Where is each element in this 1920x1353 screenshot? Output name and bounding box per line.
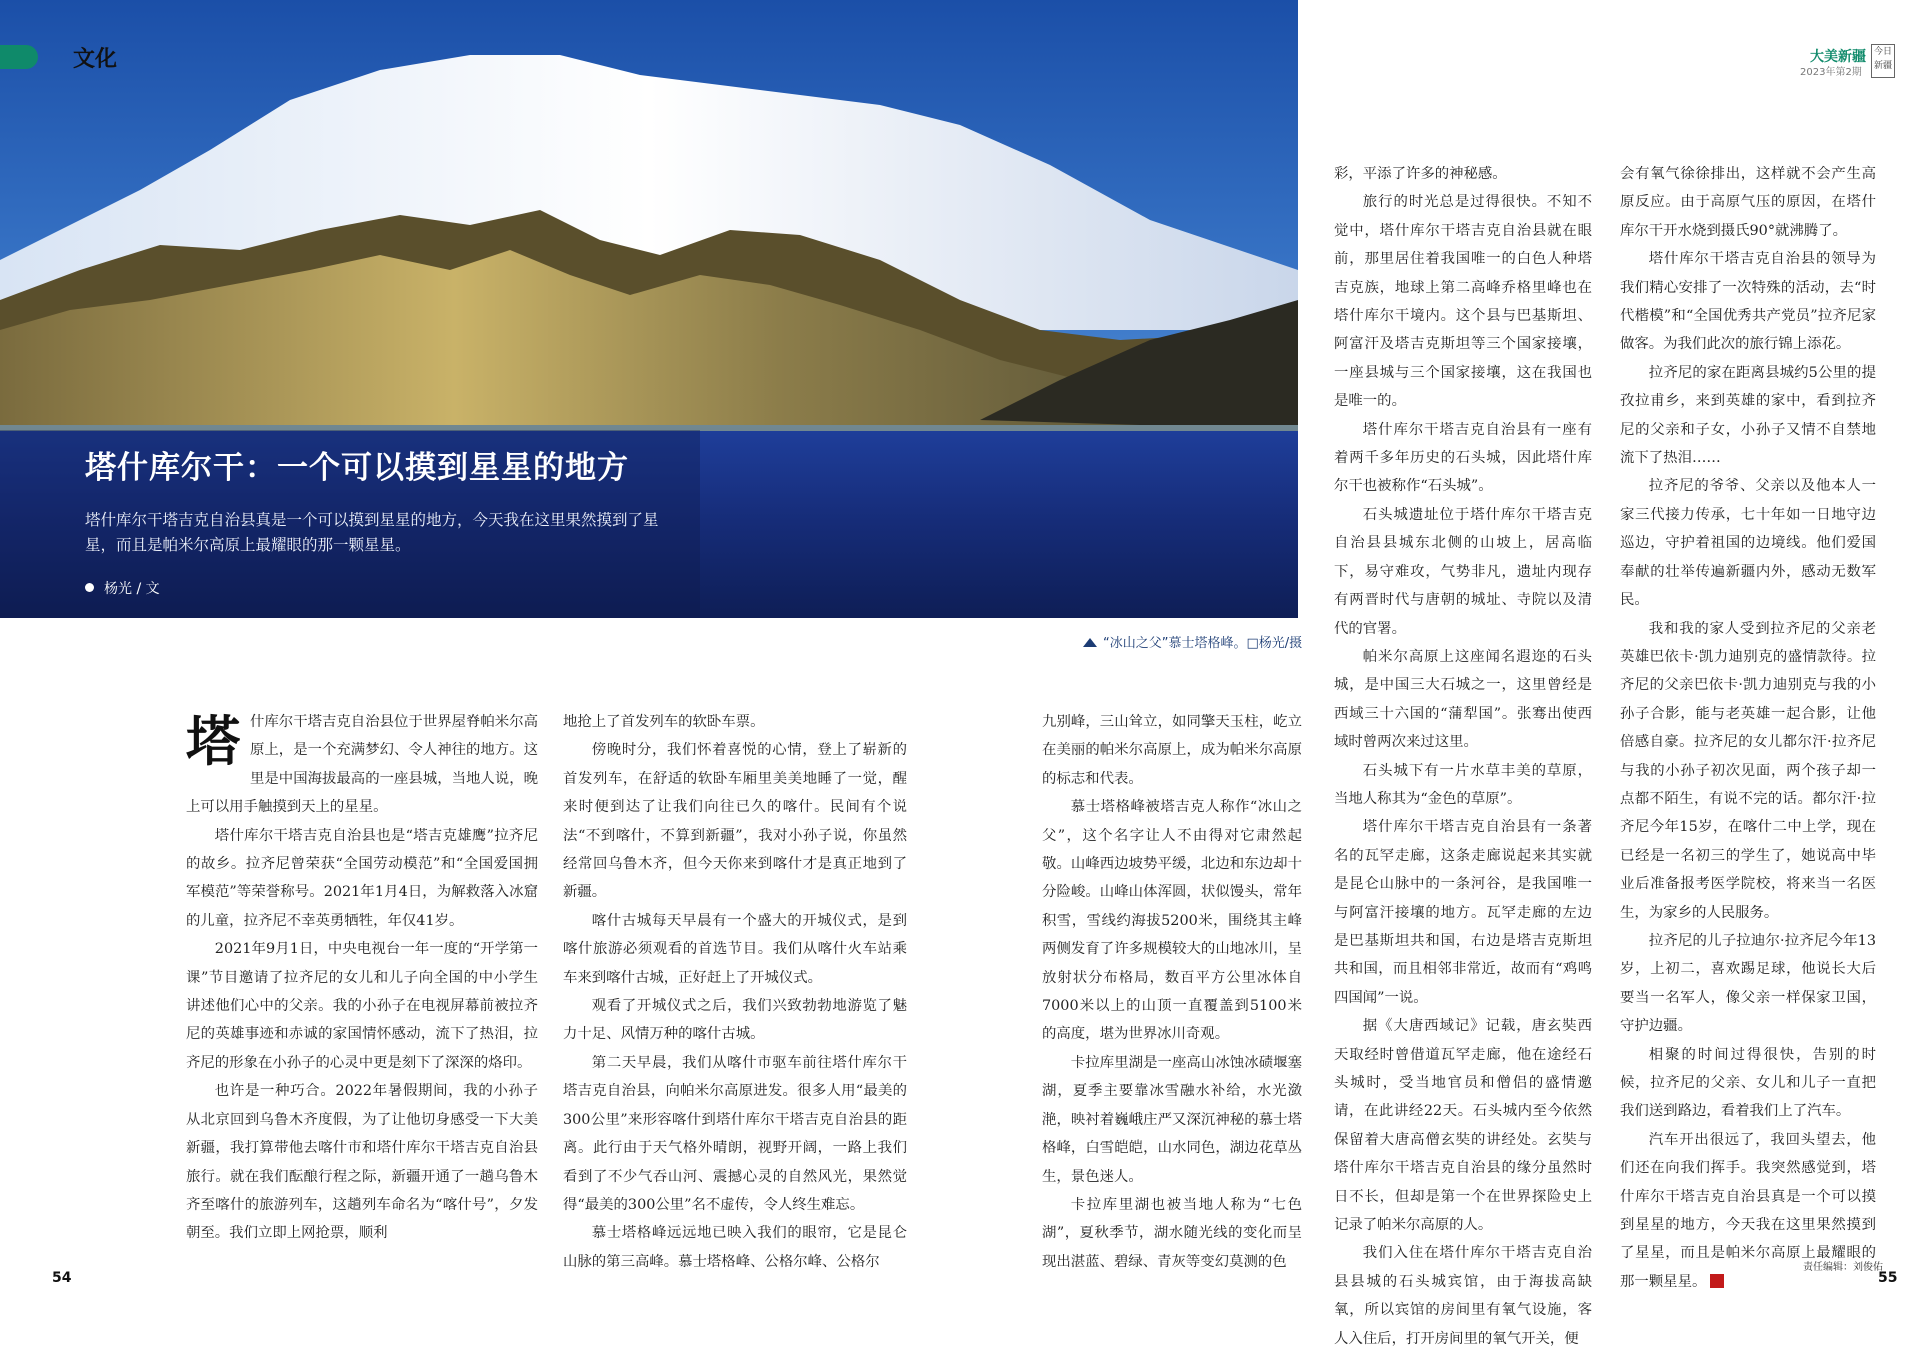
- paragraph: 慕士塔格峰被塔吉克人称作“冰山之父”，这个名字让人不由得对它肃然起敬。山峰西边坡势平缓，北边和东边却十分险峻。山峰山体浑圆，状似馒头，常年积雪，雪线约海拔5200米，围绕其主峰两侧发育了许多规模较大的山地冰川，呈放射状分布格局，数百平方公里冰体自7000米以上的山顶一直覆盖到5100米的高度，堪为世界冰川奇观。: [1042, 799, 1302, 1043]
- paragraph: 旅行的时光总是过得很快。不知不觉中，塔什库尔干塔吉克自治县就在眼前，那里居住着我国唯一的白色人种塔吉克族，地球上第二高峰乔格里峰也在塔什库尔干境内。这个县与巴基斯坦、阿富汗及塔吉克斯坦等三个国家接壤，一座县城与三个国家接壤，这在我国也是唯一的。: [1334, 194, 1592, 410]
- paragraph: 石头城下有一片水草丰美的草原，当地人称其为“金色的草原”。: [1334, 762, 1592, 807]
- paragraph: 拉齐尼的家在距离县城约5公里的提孜拉甫乡，来到英雄的家中，看到拉齐尼的父亲和子女，小孙子又情不自禁地流下了热泪……: [1620, 364, 1876, 467]
- issue-number: 2023年第2期: [1800, 67, 1862, 78]
- paragraph: 地抢上了首发列车的软卧车票。: [563, 714, 765, 730]
- paragraph: 石头城遗址位于塔什库尔干塔吉克自治县县城东北侧的山坡上，居高临下，易守难攻，气势非凡，遗址内现存有两晋时代与唐朝的城址、寺院以及清代的官署。: [1334, 506, 1592, 637]
- paragraph: 彩，平添了许多的神秘感。: [1334, 166, 1507, 182]
- paragraph: 卡拉库里湖是一座高山冰蚀冰碛堰塞湖，夏季主要靠冰雪融水补给，水光潋滟，映衬着巍峨庄严又深沉神秘的慕士塔格峰，白雪皑皑，山水同色，湖边花草丛生，景色迷人。: [1042, 1054, 1302, 1185]
- caption-text: “冰山之父”慕士塔格峰。□杨光/摄: [1103, 636, 1303, 651]
- paragraph: 傍晚时分，我们怀着喜悦的心情，登上了崭新的首发列车，在舒适的软卧车厢里美美地睡了一觉，醒来时便到达了让我们向往已久的喀什。民间有个说法“不到喀什，不算到新疆”，我对小孙子说，你虽然经常回乌鲁木齐，但今天你来到喀什才是真正地到了新疆。: [563, 742, 907, 901]
- paragraph: 卡拉库里湖也被当地人称为“七色湖”，夏秋季节，湖水随光线的变化而呈现出湛蓝、碧绿、青灰等变幻莫测的色: [1042, 1196, 1302, 1270]
- bullet-icon: [85, 583, 94, 592]
- paragraph: 塔什库尔干塔吉克自治县的领导为我们精心安排了一次特殊的活动，去“时代楷模”和“全国优秀共产党员”拉齐尼家做客。为我们此次的旅行锦上添花。: [1620, 251, 1876, 353]
- article-title: 塔什库尔干：一个可以摸到星星的地方: [85, 450, 629, 486]
- article-lede: 塔什库尔干塔吉克自治县真是一个可以摸到星星的地方，今天我在这里果然摸到了星星，而且是帕米尔高原上最耀眼的那一颗星星。: [85, 511, 659, 554]
- paragraph: 帕米尔高原上这座闻名遐迩的石头城，是中国三大石城之一，这里曾经是西域三十六国的“蒲犁国”。张骞出使西域时曾两次来过这里。: [1334, 648, 1592, 751]
- text-column-4: [1334, 160, 1592, 1353]
- paragraph: 拉齐尼的爷爷、父亲以及他本人一家三代接力传承，七十年如一日地守边巡边，守护着祖国的边境线。他们爱国奉献的壮举传遍新疆内外，感动无数军民。: [1620, 478, 1876, 609]
- photo-caption: [1083, 632, 1302, 651]
- hero-photo: [0, 0, 1298, 618]
- paragraph: 会有氧气徐徐排出，这样就不会产生高原反应。由于高原气压的原因，在塔什库尔干开水烧到摄氏90°就沸腾了。: [1620, 166, 1876, 239]
- end-mark-icon: [1710, 1274, 1724, 1288]
- paragraph: 汽车开出很远了，我回头望去，他们还在向我们挥手。我突然感觉到，塔什库尔干塔吉克自治县真是一个可以摸到星星的地方，今天我在这里果然摸到了星星，而且是帕米尔高原上最耀眼的那一颗星星。: [1620, 1131, 1876, 1290]
- page-number-right: 55: [1878, 1270, 1898, 1286]
- page-number-left: 54: [52, 1270, 72, 1286]
- paragraph: 塔什库尔干塔吉克自治县也是“塔吉克雄鹰”拉齐尼的故乡。拉齐尼曾荣获“全国劳动模范”和“全国爱国拥军模范”等荣誉称号。2021年1月4日，为解救落入冰窟的儿童，拉齐尼不幸英勇牺牲，年仅41岁。: [186, 827, 538, 929]
- text-column-3: [1042, 708, 1302, 1276]
- paragraph: 相聚的时间过得很快，告别的时候，拉齐尼的父亲、女儿和儿子一直把我们送到路边，看着我们上了汽车。: [1620, 1046, 1876, 1120]
- text-column-5: [1620, 160, 1876, 1296]
- dropcap: 塔: [186, 710, 240, 773]
- paragraph: 塔什库尔干塔吉克自治县位于世界屋脊帕米尔高原上，是一个充满梦幻、令人神往的地方。这里是中国海拔最高的一座县城，当地人说，晚上可以用手触摸到天上的星星。: [186, 710, 538, 816]
- paragraph: 慕士塔格峰远远地已映入我们的眼帘，它是昆仑山脉的第三高峰。慕士塔格峰、公格尔峰、公格尔: [563, 1225, 907, 1270]
- paragraph: 拉齐尼的儿子拉迪尔·拉齐尼今年13岁，上初二，喜欢踢足球，他说长大后要当一名军人，像父亲一样保家卫国，守护边疆。: [1620, 932, 1876, 1035]
- paragraph: 我们入住在塔什库尔干塔吉克自治县县城的石头城宾馆，由于海拔高缺氧，所以宾馆的房间里有氧气设施，客人入住后，打开房间里的氧气开关，便: [1334, 1245, 1592, 1347]
- paragraph: 九别峰，三山耸立，如同擎天玉柱，屹立在美丽的帕米尔高原上，成为帕米尔高原的标志和代表。: [1042, 714, 1302, 787]
- paragraph: 我和我的家人受到拉齐尼的父亲老英雄巴依卡·凯力迪别克的盛情款待。拉齐尼的父亲巴依卡·凯力迪别克与我的小孙子合影，能与老英雄一起合影，让他倍感自豪。拉齐尼的女儿都尔汗·拉齐尼与我的小孙子初次见面，两个孩子却一点都不陌生，有说不完的话。都尔汗·拉齐尼今年15岁，在喀什二中上学，现在已经是一名初三的学生了，她说高中毕业后准备报考医学院校，将来当一名医生，为家乡的人民服务。: [1620, 620, 1876, 921]
- section-tab-marker: [0, 45, 38, 69]
- paragraph: 第二天早晨，我们从喀什市驱车前往塔什库尔干塔吉克自治县，向帕米尔高原进发。很多人用“最美的300公里”来形容喀什到塔什库尔干塔吉克自治县的距离。此行由于天气格外晴朗，视野开阔，一路上我们看到了不少气吞山河、震撼心灵的自然风光，果然觉得“最美的300公里”名不虚传，令人终生难忘。: [563, 1054, 907, 1213]
- magazine-brand: 大美新疆: [1810, 49, 1866, 65]
- editor-credit: 责任编辑：刘俊佑: [1803, 1262, 1883, 1273]
- paragraph: 据《大唐西域记》记载，唐玄奘西天取经时曾借道瓦罕走廊，他在途经石头城时，受当地官员和僧侣的盛情邀请，在此讲经22天。石头城内至今依然保留着大唐高僧玄奘的讲经处。玄奘与塔什库尔干塔吉克自治县的缘分虽然时日不长，但却是第一个在世界探险史上记录了帕米尔高原的人。: [1334, 1018, 1592, 1234]
- caption-triangle-icon: [1083, 638, 1097, 647]
- paragraph: 观看了开城仪式之后，我们兴致勃勃地游览了魅力十足、风情万种的喀什古城。: [563, 998, 907, 1043]
- magazine-logo: 今日新疆: [1871, 44, 1895, 78]
- paragraph: 2021年9月1日，中央电视台一年一度的“开学第一课”节目邀请了拉齐尼的女儿和儿子向全国的中小学生讲述他们心中的父亲。我的小孙子在电视屏幕前被拉齐尼的英雄事迹和赤诚的家国情怀感动，流下了热泪，拉齐尼的形象在小孙子的心灵中更是刻下了深深的烙印。: [186, 941, 538, 1071]
- paragraph: 塔什库尔干塔吉克自治县有一座有着两千多年历史的石头城，因此塔什库尔干也被称作“石头城”。: [1334, 421, 1592, 495]
- text-column-1: [186, 708, 538, 1248]
- text-column-2: [563, 708, 907, 1276]
- byline-text: 杨光 / 文: [104, 581, 160, 597]
- section-label: 文化: [73, 47, 118, 72]
- article-byline: [85, 578, 160, 598]
- paragraph: 也许是一种巧合。2022年暑假期间，我的小孙子从北京回到乌鲁木齐度假，为了让他切身感受一下大美新疆，我打算带他去喀什市和塔什库尔干塔吉克自治县旅行。就在我们酝酿行程之际，新疆开通了一趟乌鲁木齐至喀什的旅游列车，这趟列车命名为“喀什号”，夕发朝至。我们立即上网抢票，顺利: [186, 1083, 538, 1242]
- paragraph: 喀什古城每天早晨有一个盛大的开城仪式，是到喀什旅游必须观看的首选节目。我们从喀什火车站乘车来到喀什古城，正好赶上了开城仪式。: [563, 912, 907, 986]
- paragraph: 塔什库尔干塔吉克自治县有一条著名的瓦罕走廊，这条走廊说起来其实就是昆仑山脉中的一条河谷，是我国唯一与阿富汗接壤的地方。瓦罕走廊的左边是巴基斯坦共和国，右边是塔吉克斯坦共和国，而且相邻非常近，故而有“鸡鸣四国闻”一说。: [1334, 819, 1592, 1006]
